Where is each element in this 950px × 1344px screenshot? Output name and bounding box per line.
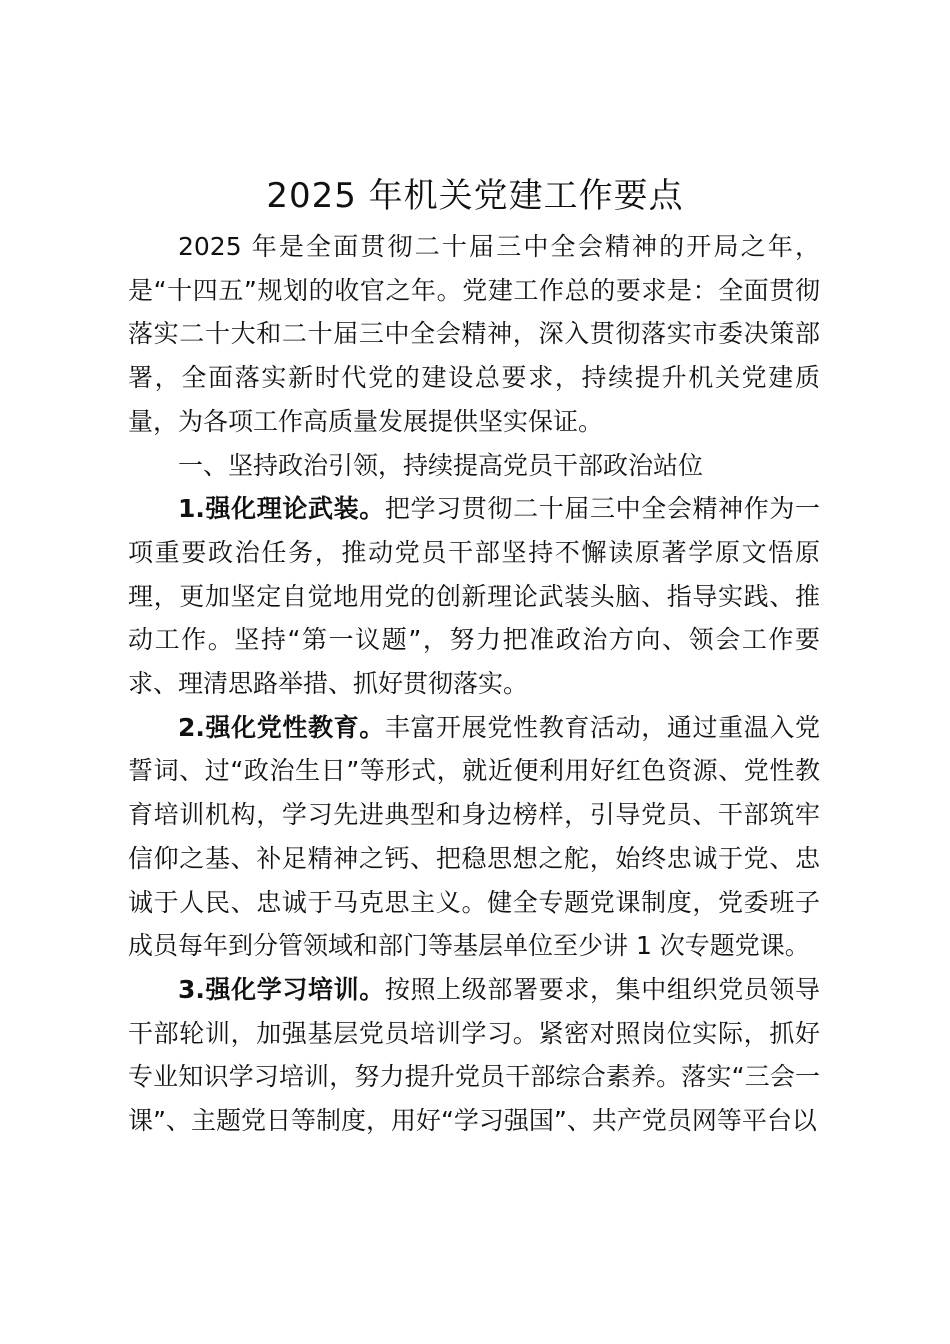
item-paragraph-2 [128,706,820,968]
item-lead-3: 3.强化学习培训。 [178,974,385,1004]
item-lead-2: 2.强化党性教育。 [178,712,385,742]
document-body [128,225,820,1143]
document-title: 2025 年机关党建工作要点 [266,176,684,216]
item-text-2: 丰富开展党性教育活动，通过重温入党誓词、过“政治生日”等形式，就近便利用好红色资源、党性教育培训机构，学习先进典型和身边榜样，引导党员、干部筑牢信仰之基、补足精神之钙、把稳思想之舵，始终忠诚于党、忠诚于人民、忠诚于马克思主义。健全专题党课制度，党委班子成员每年到分管领域和部门等基层单位至少讲 1 次专题党课。 [128,712,820,961]
item-paragraph-1 [128,487,820,706]
item-text-1: 把学习贯彻二十届三中全会精神作为一项重要政治任务，推动党员干部坚持不懈读原著学原文悟原理，更加坚定自觉地用党的创新理论武装头脑、指导实践、推动工作。坚持“第一议题”，努力把准政治方向、领会工作要求、理清思路举措、抓好贯彻落实。 [128,494,820,699]
intro-paragraph: 2025 年是全面贯彻二十届三中全会精神的开局之年，是“十四五”规划的收官之年。党建工作总的要求是：全面贯彻落实二十大和二十届三中全会精神，深入贯彻落实市委决策部署，全面落实新时代党的建设总要求，持续提升机关党建质量，为各项工作高质量发展提供坚实保证。 [128,232,820,436]
item-paragraph-3 [128,968,820,1143]
section-heading-1: 一、坚持政治引领，持续提高党员干部政治站位 [178,450,704,480]
item-lead-1: 1.强化理论武装。 [178,494,385,524]
item-text-3: 按照上级部署要求，集中组织党员领导干部轮训，加强基层党员培训学习。紧密对照岗位实际，抓好专业知识学习培训，努力提升党员干部综合素养。落实“三会一课”、主题党日等制度，用好“学习强国”、共产党员网等平台以 [128,974,820,1136]
